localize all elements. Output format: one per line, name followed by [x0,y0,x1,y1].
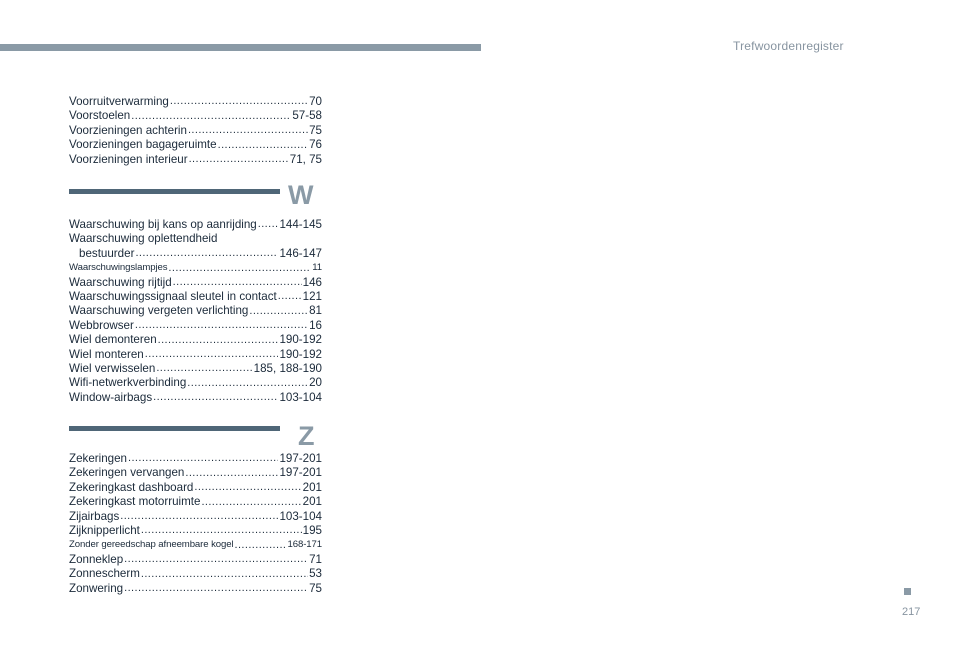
index-entry: Zonnescherm ..... 53 [69,567,322,581]
index-entry: Voorstoelen ..... 57-58 [69,109,322,123]
index-entry: Zijairbags ..... 103-104 [69,510,322,524]
index-entry: Wifi-netwerkverbinding ..... 20 [69,376,322,390]
end-marker-square [904,588,911,595]
index-entry: Zonder gereedschap afneembare kogel ..... 168-171 [69,538,322,552]
index-entry: bestuurder ..... 146-147 [69,247,322,261]
index-group-v [69,95,322,167]
section-rule-w [69,189,280,194]
section-title: Trefwoordenregister [733,39,844,53]
index-group-z [69,452,322,596]
index-entry: Zijknipperlicht ..... 195 [69,524,322,538]
index-entry: Zekeringen ..... 197-201 [69,452,322,466]
index-entry: Voorzieningen achterin ..... 75 [69,124,322,138]
index-entry: Waarschuwingssignaal sleutel in contact ..... 121 [69,290,322,304]
index-entry: Window-airbags ..... 103-104 [69,391,322,405]
index-entry: Voorzieningen bagageruimte ..... 76 [69,138,322,152]
section-rule-z [69,426,280,431]
index-entry: Waarschuwing rijtijd ..... 146 [69,276,322,290]
index-group-w [69,218,322,405]
header-bar [0,44,481,51]
index-entry: Zonwering ..... 75 [69,582,322,596]
index-entry: Waarschuwing vergeten verlichting ..... 81 [69,304,322,318]
index-entry-heading: Waarschuwing oplettendheid [69,232,218,246]
index-entry: Zekeringkast motorruimte ..... 201 [69,495,322,509]
page-number: 217 [902,606,921,618]
index-entry: Zekeringen vervangen ..... 197-201 [69,466,322,480]
index-entry: Zonneklep ..... 71 [69,553,322,567]
index-entry: Zekeringkast dashboard ..... 201 [69,481,322,495]
index-entry: Webbrowser ..... 16 [69,319,322,333]
section-letter-w: W [288,180,314,210]
index-entry: Wiel verwisselen ..... 185, 188-190 [69,362,322,376]
index-entry: Waarschuwingslampjes ..... 11 [69,261,322,275]
index-entry: Wiel demonteren ..... 190-192 [69,333,322,347]
index-entry: Wiel monteren ..... 190-192 [69,348,322,362]
index-entry: Voorzieningen interieur ..... 71, 75 [69,153,322,167]
index-entry: Waarschuwing bij kans op aanrijding ..... 144-145 [69,218,322,232]
section-letter-z: Z [298,421,315,451]
index-entry: Voorruitverwarming ..... 70 [69,95,322,109]
